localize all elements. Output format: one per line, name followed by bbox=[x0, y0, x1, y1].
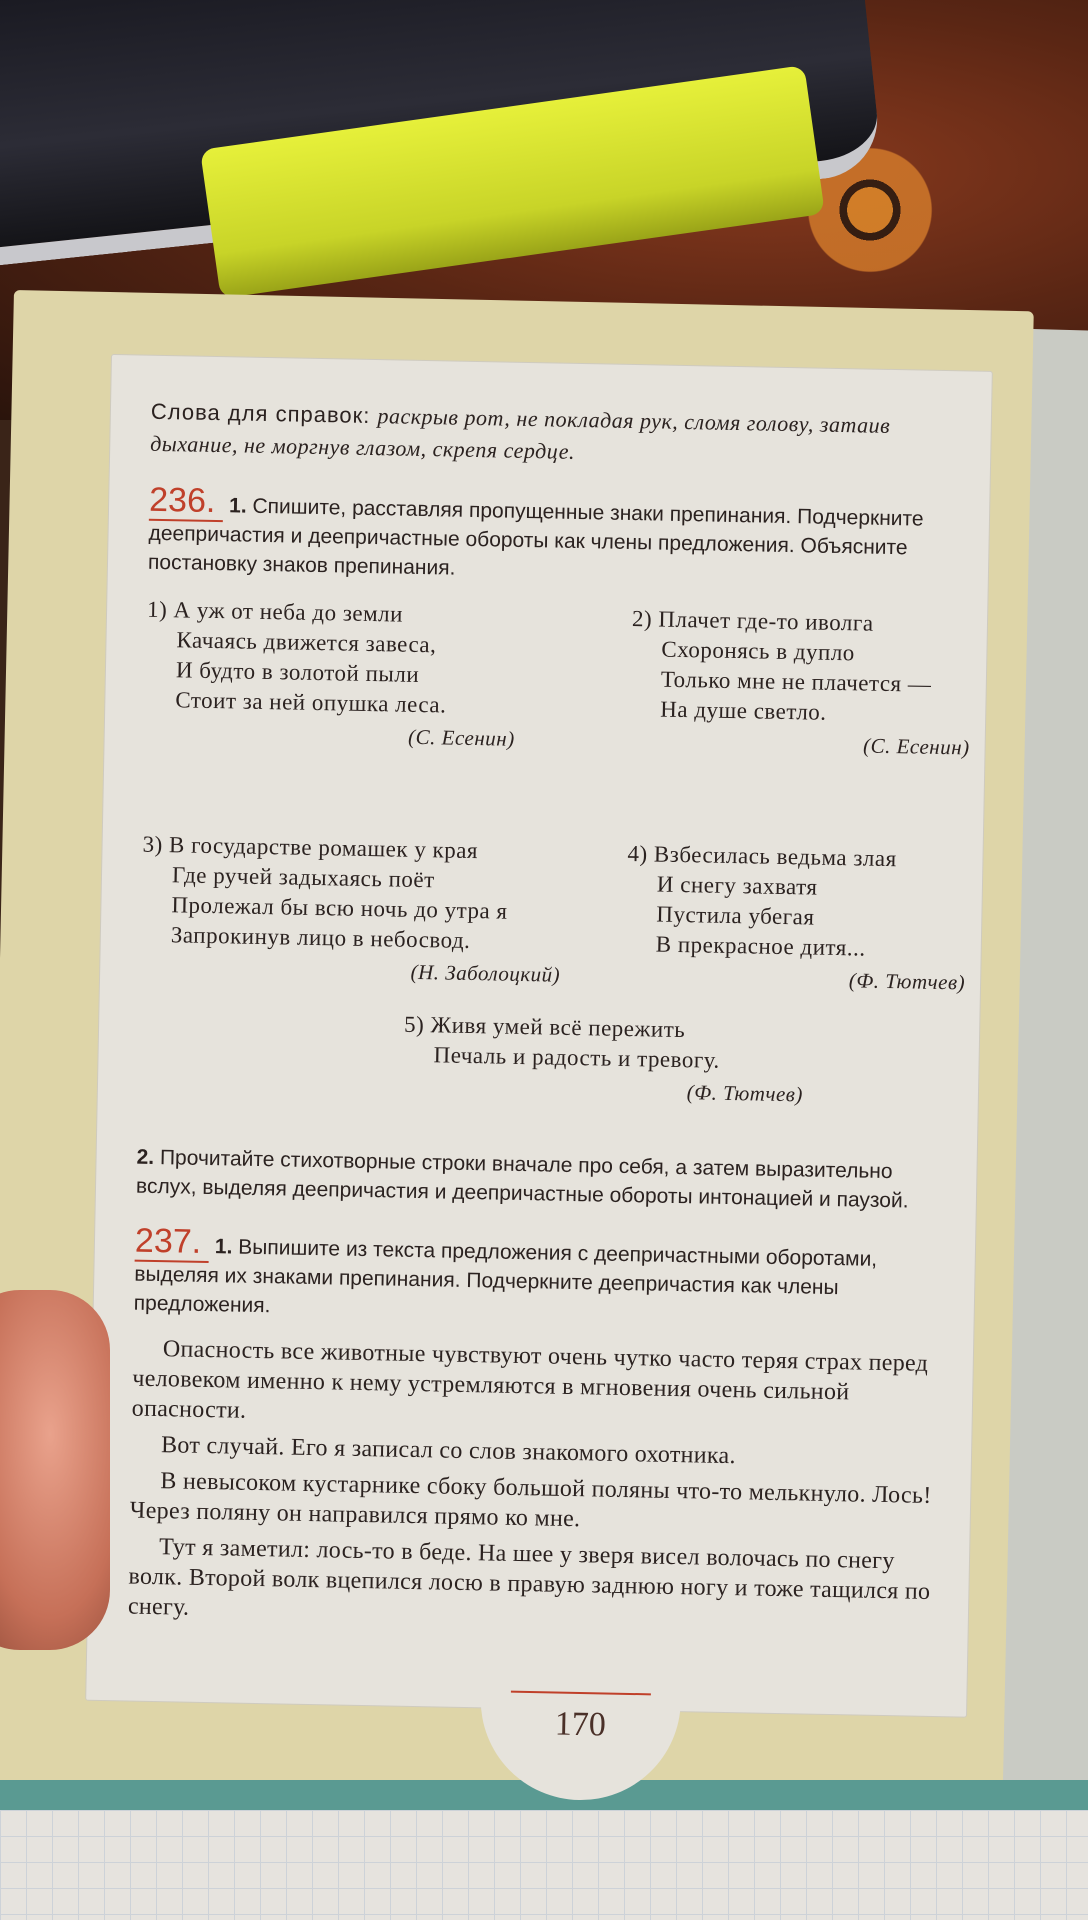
poem-line: И будто в золотой пыли bbox=[175, 657, 420, 687]
task-text: Прочитайте стихотворные строки вначале про себя, а затем выразительно вслух, выделяя деепричастия и деепричастные обороты интонацией и паузой. bbox=[135, 1146, 909, 1213]
poem-line: Качаясь движется завеса, bbox=[176, 627, 437, 658]
poem-1 bbox=[144, 595, 517, 754]
task-number: 1. bbox=[214, 1235, 233, 1259]
poem-line: И снегу захватя bbox=[656, 871, 818, 900]
exercise-236-task-1 bbox=[147, 480, 960, 593]
reference-list: раскрыв рот, не покладая рук, сломя голову, затаив дыхание, не моргнув глазом, скрепя сердце. bbox=[150, 403, 891, 464]
poem-number: 4) bbox=[627, 840, 648, 867]
text-paragraph: Тут я заметил: лось-то в беде. На шее у зверя висел волочась по снегу волк. Второй волк вцепился лосю в правую заднюю ногу и тоже тащился по снегу. bbox=[127, 1534, 931, 1621]
page-content bbox=[127, 396, 970, 1643]
grid-paper bbox=[0, 1810, 1088, 1920]
poem-author: (Ф. Тютчев) bbox=[848, 968, 966, 995]
exercise-237-text bbox=[128, 1334, 943, 1637]
poem-3 bbox=[140, 830, 563, 990]
poem-number: 2) bbox=[631, 606, 653, 632]
poem-line: В государстве ромашек у края bbox=[168, 832, 479, 864]
poem-author: (С. Есенин) bbox=[407, 724, 515, 751]
poem-2 bbox=[629, 604, 972, 762]
task-text: Спишите, расставляя пропущенные знаки препинания. Подчеркните деепричастия и деепричастные обороты как члены предложения. Объясните постановку знаков препинания. bbox=[147, 494, 924, 580]
exercise-237-number: 237. bbox=[135, 1222, 210, 1263]
poem-line: Взбесилась ведьма злая bbox=[653, 841, 897, 872]
poem-number: 5) bbox=[403, 1011, 425, 1038]
poem-line: Стоит за ней опушка леса. bbox=[175, 687, 447, 718]
task-text: Выпишите из текста предложения с деепричастными оборотами, выделяя их знаками препинания. Подчеркните деепричастия как члены предложения. bbox=[133, 1235, 878, 1318]
exercise-237-task-1 bbox=[133, 1221, 946, 1334]
textbook-page bbox=[86, 355, 992, 1717]
reference-words bbox=[150, 396, 961, 476]
task-number: 1. bbox=[228, 494, 247, 518]
poem-5 bbox=[403, 1010, 805, 1110]
poem-number: 3) bbox=[142, 831, 164, 858]
poem-line: В прекрасное дитя... bbox=[655, 931, 866, 961]
poem-4 bbox=[625, 839, 968, 997]
text-paragraph: В невысоком кустарнике сбоку большой поляны что-то мелькнуло. Лось! Через поляну он направился прямо ко мне. bbox=[129, 1468, 932, 1533]
poem-line: На душе светло. bbox=[660, 696, 827, 725]
poem-line: Плачет где-то иволга bbox=[658, 606, 874, 636]
page-number: 170 bbox=[554, 1705, 607, 1744]
text-paragraph: Вот случай. Его я записал со слов знакомого охотника. bbox=[160, 1432, 737, 1470]
poem-line: Схоронясь в дупло bbox=[661, 636, 856, 666]
task-number: 2. bbox=[136, 1145, 155, 1169]
poem-line: Пустила убегая bbox=[656, 901, 815, 930]
text-paragraph: Опасность все животные чувствуют очень чутко часто теряя страх перед человеком именно к нему устремляются в мгновения очень сильной опасности. bbox=[131, 1336, 929, 1424]
poem-author: (С. Есенин) bbox=[862, 733, 970, 760]
page-number-rule bbox=[511, 1691, 651, 1696]
poem-line: Пролежал бы всю ночь до утра я bbox=[171, 892, 508, 924]
poem-line: Где ручей задыхаясь поёт bbox=[171, 862, 435, 893]
reference-label: Слова для справок: bbox=[150, 398, 371, 428]
exercise-236-number: 236. bbox=[149, 481, 224, 522]
thumb bbox=[0, 1290, 110, 1650]
poem-line: А уж от неба до земли bbox=[173, 597, 404, 627]
exercise-236-task-2 bbox=[136, 1143, 947, 1217]
poem-line: Только мне не плачется — bbox=[660, 666, 932, 697]
poem-line: Живя умей всё пережить bbox=[430, 1012, 686, 1043]
poem-line: Запрокинув лицо в небосвод. bbox=[170, 922, 471, 953]
poems-block bbox=[137, 595, 970, 1150]
poem-author: (Ф. Тютчев) bbox=[686, 1080, 804, 1107]
poem-line: Печаль и радость и тревогу. bbox=[433, 1042, 720, 1073]
poem-author: (Н. Заболоцкий) bbox=[410, 959, 561, 987]
poem-number: 1) bbox=[146, 596, 168, 623]
